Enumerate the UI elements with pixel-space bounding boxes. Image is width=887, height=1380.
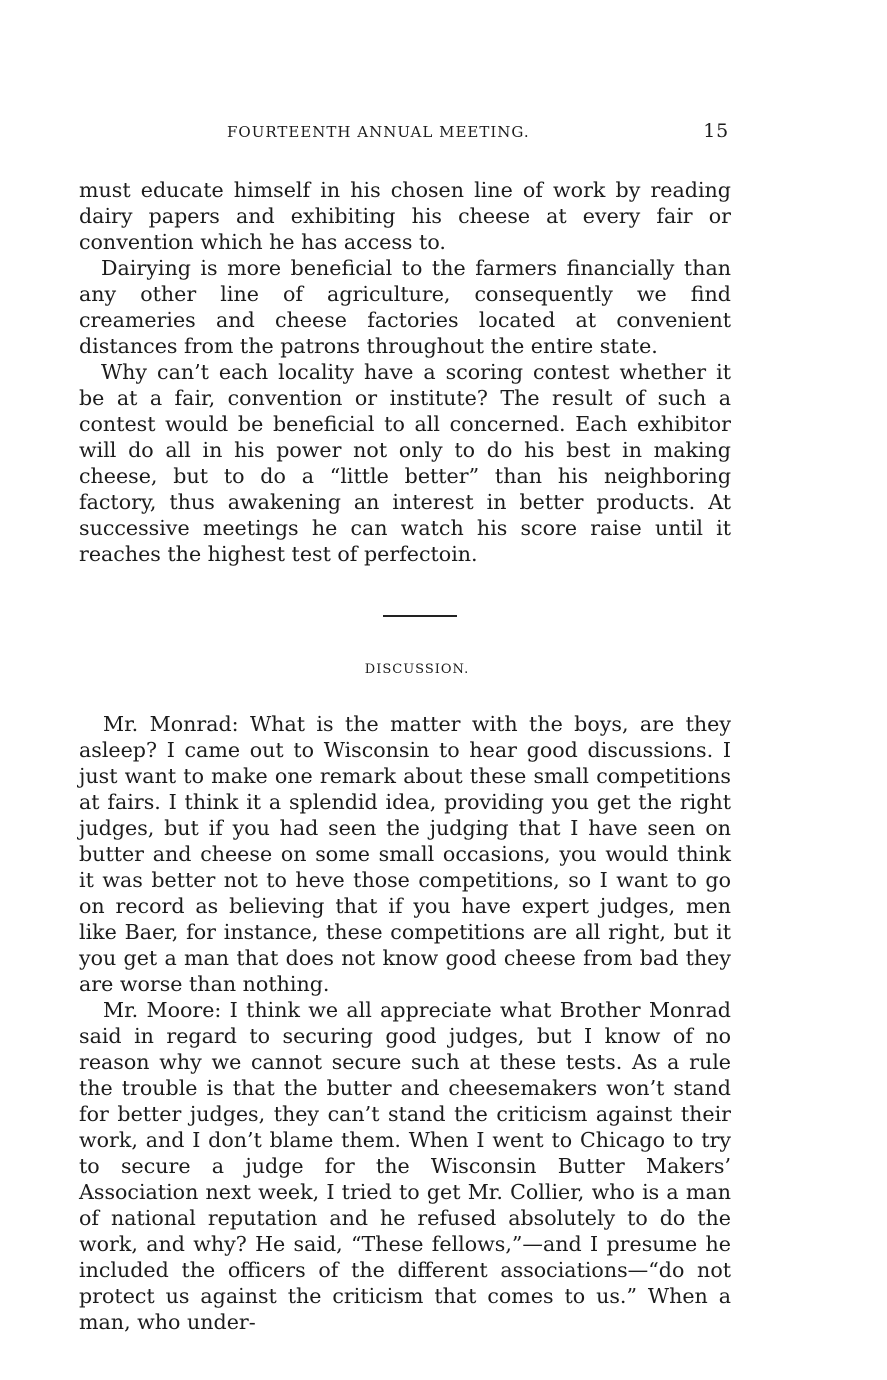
speaker-name: Mr. Moore: (103, 998, 222, 1022)
book-page (79, 120, 731, 1335)
section-heading: DISCUSSION. (364, 662, 470, 677)
body-text (79, 177, 731, 567)
running-title: FOURTEENTH ANNUAL MEETING. (227, 123, 530, 141)
paragraph: Dairying is more beneficial to the farmers financially than any other line of agriculture, consequently we find creameries and cheese factories located at convenient distances from the patrons throughout the entire state. (79, 256, 731, 358)
discussion-section (79, 711, 731, 1335)
section-divider (383, 615, 457, 617)
speaker-name: Mr. Monrad: (103, 712, 239, 736)
paragraph: Why can’t each locality have a scoring contest whether it be at a fair, convention or institute? The result of such a contest would be beneficial to all concerned. Each exhibitor will do all in his power not only to do his best in making cheese, but to do a “little better” than his neighboring factory, thus awakening an interest in better products. At successive meetings he can watch his score raise until it reaches the highest test of perfectoin. (79, 360, 731, 566)
remark-text: What is the matter with the boys, are they asleep? I came out to Wisconsin to hear good discussions. I just want to make one remark about these small competitions at fairs. I think it a splendid idea, providing you get the right judges, but if you had seen the judging that I have seen on butter and cheese on some small occasions, you would think it was better not to heve those competitions, so I want to go on record as believing that if you have expert judges, men like Baer, for instance, these competitions are all right, but it you get a man that does not know good cheese from bad they are worse than nothing. (79, 712, 731, 996)
page-number: 15 (703, 120, 729, 142)
remark (79, 711, 731, 997)
paragraph-continued: must educate himself in his chosen line of work by reading dairy papers and exhibiting his cheese at every fair or convention which he has access to. (79, 178, 731, 254)
remark (79, 997, 731, 1335)
running-header (79, 120, 731, 150)
remark-text: I think we all appreciate what Brother Monrad said in regard to securing good judges, but I know of no reason why we cannot secure such at these tests. As a rule the trouble is that the butter and cheesemakers won’t stand for better judges, they can’t stand the criticism against their work, and I don’t blame them. When I went to Chicago to try to secure a judge for the Wisconsin Butter Makers’ Association next week, I tried to get Mr. Collier, who is a man of national reputation and he refused absolutely to do the work, and why? He said, “These fellows,”—and I presume he included the officers of the different associations—“do not protect us against the criticism that comes to us.” When a man, who under- (79, 998, 731, 1334)
